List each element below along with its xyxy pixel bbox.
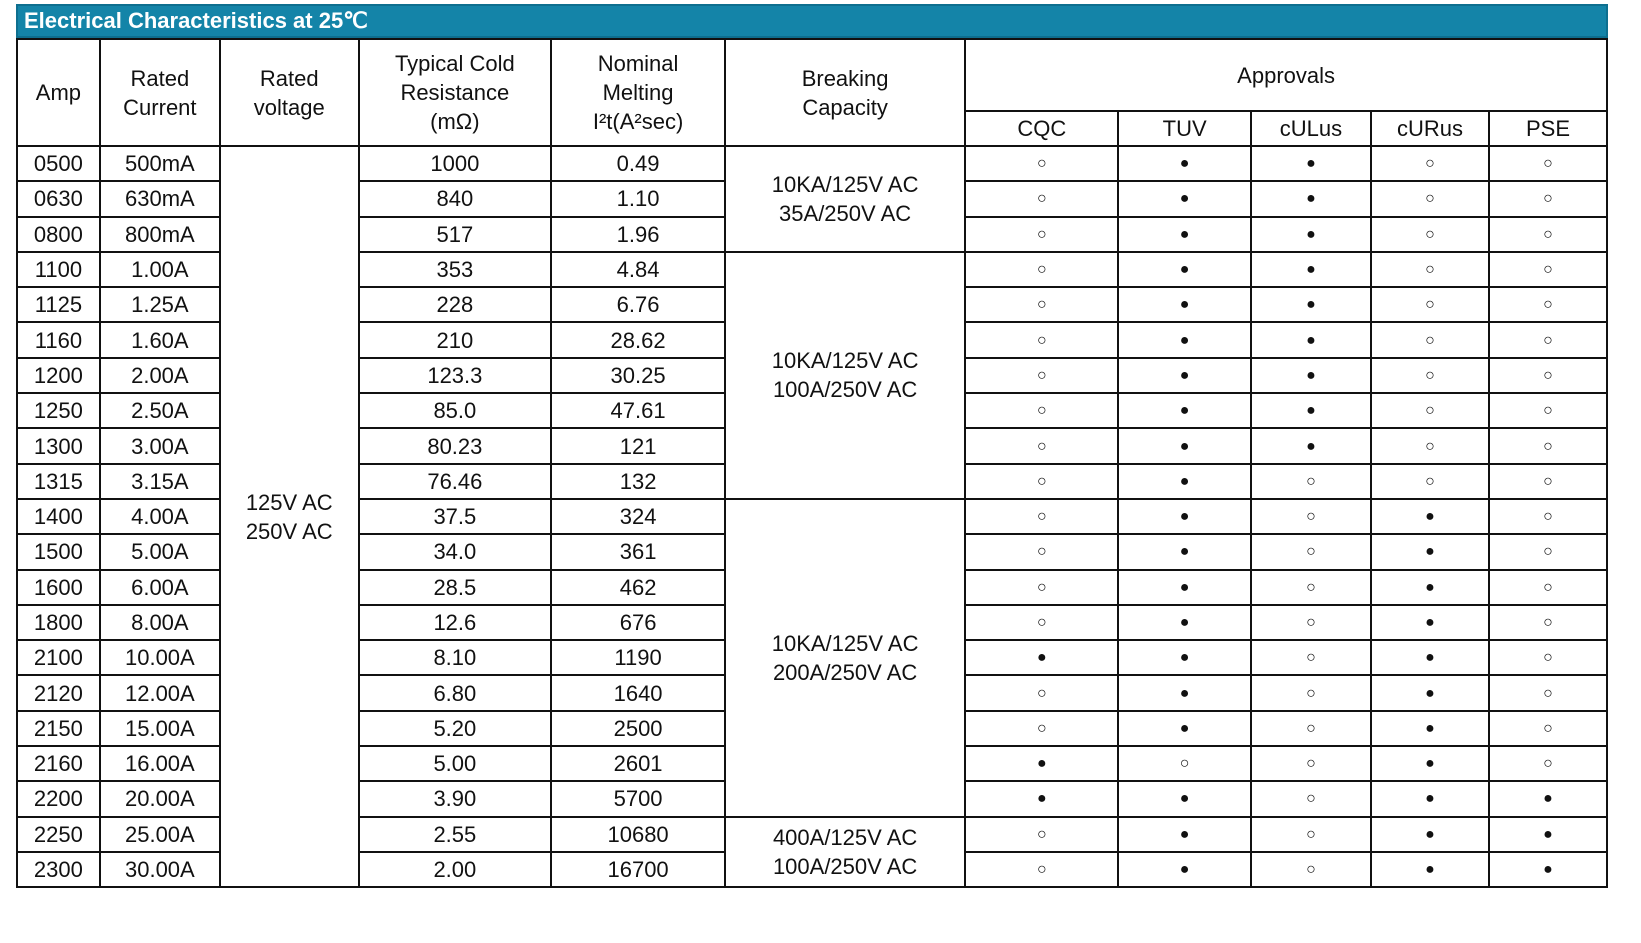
cell-cold-resistance: 2.00 (359, 852, 552, 887)
header-melting-line: Melting (602, 80, 674, 105)
cell-melting: 6.76 (551, 287, 725, 322)
header-rated-current (100, 39, 220, 146)
cell-amp: 1500 (17, 534, 100, 569)
approval-cqc-open-circle-icon: ○ (965, 322, 1118, 357)
cell-amp: 0630 (17, 181, 100, 216)
approval-culus-open-circle-icon: ○ (1251, 464, 1371, 499)
approval-cqc-open-circle-icon: ○ (965, 393, 1118, 428)
cell-amp: 2160 (17, 746, 100, 781)
approval-pse-open-circle-icon: ○ (1489, 181, 1607, 216)
cell-amp: 1400 (17, 499, 100, 534)
cell-amp: 1200 (17, 358, 100, 393)
cell-rated-current: 3.00A (100, 428, 220, 463)
approval-cqc-open-circle-icon: ○ (965, 358, 1118, 393)
approval-curus-open-circle-icon: ○ (1371, 428, 1489, 463)
approval-tuv-filled-dot-icon: ● (1118, 852, 1251, 887)
cell-rated-current: 15.00A (100, 711, 220, 746)
cell-rated-current: 500mA (100, 146, 220, 181)
approval-curus-open-circle-icon: ○ (1371, 146, 1489, 181)
header-cold-resistance-line: Typical Cold (394, 51, 515, 76)
approval-curus-filled-dot-icon: ● (1371, 675, 1489, 710)
breaking-capacity-line: 200A/250V AC (772, 659, 918, 685)
cell-breaking-capacity (725, 817, 965, 888)
cell-rated-current: 10.00A (100, 640, 220, 675)
header-approval-tuv: TUV (1118, 111, 1251, 146)
approval-culus-filled-dot-icon: ● (1251, 393, 1371, 428)
cell-amp: 1125 (17, 287, 100, 322)
cell-amp: 2150 (17, 711, 100, 746)
cell-amp: 1160 (17, 322, 100, 357)
cell-rated-current: 3.15A (100, 464, 220, 499)
approval-pse-open-circle-icon: ○ (1489, 217, 1607, 252)
cell-amp: 2250 (17, 817, 100, 852)
approval-culus-filled-dot-icon: ● (1251, 252, 1371, 287)
approval-curus-open-circle-icon: ○ (1371, 322, 1489, 357)
header-melting-line: Nominal (597, 51, 679, 76)
approval-curus-open-circle-icon: ○ (1371, 287, 1489, 322)
approval-culus-open-circle-icon: ○ (1251, 499, 1371, 534)
approval-cqc-open-circle-icon: ○ (965, 852, 1118, 887)
cell-cold-resistance: 517 (359, 217, 552, 252)
cell-amp: 1600 (17, 570, 100, 605)
approval-curus-filled-dot-icon: ● (1371, 534, 1489, 569)
approval-pse-open-circle-icon: ○ (1489, 146, 1607, 181)
header-rated-voltage-line: Rated (259, 65, 319, 91)
header-rated-voltage (220, 39, 359, 146)
header-breaking-line: Breaking (801, 65, 889, 91)
header-approval-pse: PSE (1489, 111, 1607, 146)
cell-melting: 2601 (551, 746, 725, 781)
approval-tuv-filled-dot-icon: ● (1118, 640, 1251, 675)
approval-tuv-filled-dot-icon: ● (1118, 428, 1251, 463)
approval-culus-filled-dot-icon: ● (1251, 181, 1371, 216)
approval-pse-open-circle-icon: ○ (1489, 640, 1607, 675)
cell-cold-resistance: 840 (359, 181, 552, 216)
breaking-capacity-line: 35A/250V AC (779, 200, 912, 226)
approval-culus-filled-dot-icon: ● (1251, 322, 1371, 357)
approval-cqc-open-circle-icon: ○ (965, 146, 1118, 181)
cell-melting: 16700 (551, 852, 725, 887)
cell-cold-resistance: 28.5 (359, 570, 552, 605)
approval-pse-open-circle-icon: ○ (1489, 322, 1607, 357)
approval-cqc-open-circle-icon: ○ (965, 817, 1118, 852)
approval-tuv-filled-dot-icon: ● (1118, 217, 1251, 252)
cell-rated-current: 5.00A (100, 534, 220, 569)
approval-cqc-open-circle-icon: ○ (965, 217, 1118, 252)
breaking-capacity-line: 10KA/125V AC (771, 171, 919, 197)
approval-culus-open-circle-icon: ○ (1251, 781, 1371, 816)
approval-tuv-filled-dot-icon: ● (1118, 817, 1251, 852)
approval-pse-open-circle-icon: ○ (1489, 464, 1607, 499)
approval-pse-open-circle-icon: ○ (1489, 499, 1607, 534)
approval-culus-open-circle-icon: ○ (1251, 817, 1371, 852)
approval-tuv-filled-dot-icon: ● (1118, 675, 1251, 710)
approval-curus-open-circle-icon: ○ (1371, 252, 1489, 287)
approval-curus-filled-dot-icon: ● (1371, 852, 1489, 887)
approval-curus-open-circle-icon: ○ (1371, 464, 1489, 499)
approval-cqc-open-circle-icon: ○ (965, 605, 1118, 640)
cell-rated-current: 16.00A (100, 746, 220, 781)
approval-culus-open-circle-icon: ○ (1251, 640, 1371, 675)
header-approval-culus: cULus (1251, 111, 1371, 146)
cell-cold-resistance: 37.5 (359, 499, 552, 534)
approval-culus-filled-dot-icon: ● (1251, 217, 1371, 252)
cell-amp: 1100 (17, 252, 100, 287)
cell-melting: 5700 (551, 781, 725, 816)
approval-cqc-filled-dot-icon: ● (965, 640, 1118, 675)
approval-cqc-filled-dot-icon: ● (965, 746, 1118, 781)
cell-cold-resistance: 6.80 (359, 675, 552, 710)
approval-cqc-filled-dot-icon: ● (965, 781, 1118, 816)
rated-voltage-line: 125V AC (245, 489, 333, 515)
approval-cqc-open-circle-icon: ○ (965, 252, 1118, 287)
approval-curus-filled-dot-icon: ● (1371, 499, 1489, 534)
approval-tuv-filled-dot-icon: ● (1118, 499, 1251, 534)
approval-tuv-filled-dot-icon: ● (1118, 534, 1251, 569)
cell-melting: 28.62 (551, 322, 725, 357)
cell-rated-current: 8.00A (100, 605, 220, 640)
approval-tuv-filled-dot-icon: ● (1118, 393, 1251, 428)
approval-culus-open-circle-icon: ○ (1251, 852, 1371, 887)
approval-pse-filled-dot-icon: ● (1489, 852, 1607, 887)
cell-amp: 2100 (17, 640, 100, 675)
approval-pse-open-circle-icon: ○ (1489, 287, 1607, 322)
cell-melting: 1.10 (551, 181, 725, 216)
cell-cold-resistance: 5.20 (359, 711, 552, 746)
approval-tuv-filled-dot-icon: ● (1118, 358, 1251, 393)
header-approvals: Approvals (965, 39, 1607, 111)
cell-amp: 2120 (17, 675, 100, 710)
header-breaking-line: Capacity (802, 94, 888, 120)
cell-melting: 4.84 (551, 252, 725, 287)
cell-melting: 462 (551, 570, 725, 605)
approval-curus-filled-dot-icon: ● (1371, 711, 1489, 746)
cell-rated-current: 6.00A (100, 570, 220, 605)
cell-melting: 324 (551, 499, 725, 534)
approval-cqc-open-circle-icon: ○ (965, 287, 1118, 322)
table-row (17, 146, 1607, 181)
header-breaking-capacity (725, 39, 965, 146)
breaking-capacity-line: 100A/250V AC (772, 853, 918, 879)
approval-culus-open-circle-icon: ○ (1251, 605, 1371, 640)
cell-amp: 0500 (17, 146, 100, 181)
approval-pse-open-circle-icon: ○ (1489, 675, 1607, 710)
cell-melting: 30.25 (551, 358, 725, 393)
breaking-capacity-line: 100A/250V AC (772, 377, 918, 403)
cell-cold-resistance: 2.55 (359, 817, 552, 852)
approval-tuv-filled-dot-icon: ● (1118, 781, 1251, 816)
approval-cqc-open-circle-icon: ○ (965, 711, 1118, 746)
cell-melting: 10680 (551, 817, 725, 852)
cell-cold-resistance: 5.00 (359, 746, 552, 781)
cell-rated-voltage (220, 146, 359, 887)
approval-pse-filled-dot-icon: ● (1489, 781, 1607, 816)
cell-cold-resistance: 353 (359, 252, 552, 287)
approval-cqc-open-circle-icon: ○ (965, 181, 1118, 216)
cell-amp: 0800 (17, 217, 100, 252)
cell-amp: 1800 (17, 605, 100, 640)
header-rated-voltage-line: voltage (253, 94, 325, 120)
cell-melting: 1190 (551, 640, 725, 675)
approval-tuv-open-circle-icon: ○ (1118, 746, 1251, 781)
approval-culus-filled-dot-icon: ● (1251, 428, 1371, 463)
table-body (17, 146, 1607, 887)
approval-tuv-filled-dot-icon: ● (1118, 146, 1251, 181)
cell-melting: 361 (551, 534, 725, 569)
cell-cold-resistance: 76.46 (359, 464, 552, 499)
approval-culus-filled-dot-icon: ● (1251, 146, 1371, 181)
approval-curus-filled-dot-icon: ● (1371, 781, 1489, 816)
approval-culus-open-circle-icon: ○ (1251, 534, 1371, 569)
header-rated-current-line: Rated (130, 65, 190, 91)
cell-breaking-capacity (725, 499, 965, 817)
cell-melting: 2500 (551, 711, 725, 746)
approval-curus-filled-dot-icon: ● (1371, 640, 1489, 675)
approval-pse-open-circle-icon: ○ (1489, 570, 1607, 605)
approval-curus-filled-dot-icon: ● (1371, 817, 1489, 852)
approval-culus-open-circle-icon: ○ (1251, 570, 1371, 605)
approval-cqc-open-circle-icon: ○ (965, 428, 1118, 463)
approval-tuv-filled-dot-icon: ● (1118, 570, 1251, 605)
cell-rated-current: 4.00A (100, 499, 220, 534)
cell-cold-resistance: 34.0 (359, 534, 552, 569)
header-cold-resistance-line: (mΩ) (430, 109, 480, 134)
cell-cold-resistance: 12.6 (359, 605, 552, 640)
approval-tuv-filled-dot-icon: ● (1118, 181, 1251, 216)
approval-curus-filled-dot-icon: ● (1371, 570, 1489, 605)
cell-melting: 1640 (551, 675, 725, 710)
cell-amp: 1300 (17, 428, 100, 463)
breaking-capacity-line: 10KA/125V AC (771, 348, 919, 374)
cell-cold-resistance: 8.10 (359, 640, 552, 675)
approval-cqc-open-circle-icon: ○ (965, 534, 1118, 569)
cell-rated-current: 2.00A (100, 358, 220, 393)
header-approval-cqc: CQC (965, 111, 1118, 146)
cell-melting: 132 (551, 464, 725, 499)
header-amp: Amp (17, 39, 100, 146)
cell-rated-current: 1.25A (100, 287, 220, 322)
cell-rated-current: 630mA (100, 181, 220, 216)
approval-pse-open-circle-icon: ○ (1489, 605, 1607, 640)
approval-tuv-filled-dot-icon: ● (1118, 605, 1251, 640)
cell-melting: 121 (551, 428, 725, 463)
characteristics-table (16, 38, 1608, 888)
approval-pse-filled-dot-icon: ● (1489, 817, 1607, 852)
cell-amp: 2200 (17, 781, 100, 816)
cell-amp: 1250 (17, 393, 100, 428)
cell-amp: 2300 (17, 852, 100, 887)
cell-cold-resistance: 3.90 (359, 781, 552, 816)
cell-melting: 1.96 (551, 217, 725, 252)
cell-breaking-capacity (725, 146, 965, 252)
approval-curus-filled-dot-icon: ● (1371, 746, 1489, 781)
header-melting (551, 39, 725, 146)
approval-cqc-open-circle-icon: ○ (965, 570, 1118, 605)
approval-curus-open-circle-icon: ○ (1371, 217, 1489, 252)
approval-pse-open-circle-icon: ○ (1489, 358, 1607, 393)
breaking-capacity-line: 400A/125V AC (772, 824, 918, 850)
approval-curus-filled-dot-icon: ● (1371, 605, 1489, 640)
cell-cold-resistance: 123.3 (359, 358, 552, 393)
approval-pse-open-circle-icon: ○ (1489, 393, 1607, 428)
cell-rated-current: 25.00A (100, 817, 220, 852)
approval-tuv-filled-dot-icon: ● (1118, 322, 1251, 357)
cell-melting: 676 (551, 605, 725, 640)
cell-rated-current: 1.00A (100, 252, 220, 287)
approval-culus-open-circle-icon: ○ (1251, 746, 1371, 781)
approval-culus-open-circle-icon: ○ (1251, 675, 1371, 710)
cell-rated-current: 2.50A (100, 393, 220, 428)
approval-culus-open-circle-icon: ○ (1251, 711, 1371, 746)
cell-melting: 0.49 (551, 146, 725, 181)
cell-cold-resistance: 85.0 (359, 393, 552, 428)
header-rated-current-line: Current (123, 94, 197, 120)
cell-breaking-capacity (725, 252, 965, 499)
characteristics-sheet (16, 4, 1608, 888)
approval-pse-open-circle-icon: ○ (1489, 534, 1607, 569)
cell-cold-resistance: 228 (359, 287, 552, 322)
cell-cold-resistance: 210 (359, 322, 552, 357)
approval-tuv-filled-dot-icon: ● (1118, 464, 1251, 499)
header-approval-curus: cURus (1371, 111, 1489, 146)
cell-rated-current: 12.00A (100, 675, 220, 710)
approval-pse-open-circle-icon: ○ (1489, 711, 1607, 746)
cell-cold-resistance: 80.23 (359, 428, 552, 463)
cell-rated-current: 800mA (100, 217, 220, 252)
approval-curus-open-circle-icon: ○ (1371, 181, 1489, 216)
cell-rated-current: 20.00A (100, 781, 220, 816)
approval-cqc-open-circle-icon: ○ (965, 464, 1118, 499)
approval-cqc-open-circle-icon: ○ (965, 675, 1118, 710)
approval-tuv-filled-dot-icon: ● (1118, 287, 1251, 322)
approval-pse-open-circle-icon: ○ (1489, 252, 1607, 287)
approval-cqc-open-circle-icon: ○ (965, 499, 1118, 534)
approval-pse-open-circle-icon: ○ (1489, 428, 1607, 463)
cell-rated-current: 1.60A (100, 322, 220, 357)
approval-tuv-filled-dot-icon: ● (1118, 252, 1251, 287)
approval-curus-open-circle-icon: ○ (1371, 393, 1489, 428)
approval-pse-open-circle-icon: ○ (1489, 746, 1607, 781)
approval-tuv-filled-dot-icon: ● (1118, 711, 1251, 746)
cell-melting: 47.61 (551, 393, 725, 428)
table-title: Electrical Characteristics at 25℃ (16, 4, 1608, 38)
rated-voltage-line: 250V AC (245, 518, 333, 544)
cell-rated-current: 30.00A (100, 852, 220, 887)
header-cold-resistance (359, 39, 552, 146)
header-melting-line: I²t(A²sec) (592, 109, 684, 134)
approval-culus-filled-dot-icon: ● (1251, 358, 1371, 393)
approval-curus-open-circle-icon: ○ (1371, 358, 1489, 393)
approval-culus-filled-dot-icon: ● (1251, 287, 1371, 322)
breaking-capacity-line: 10KA/125V AC (771, 630, 919, 656)
header-cold-resistance-line: Resistance (400, 80, 510, 105)
cell-cold-resistance: 1000 (359, 146, 552, 181)
cell-amp: 1315 (17, 464, 100, 499)
